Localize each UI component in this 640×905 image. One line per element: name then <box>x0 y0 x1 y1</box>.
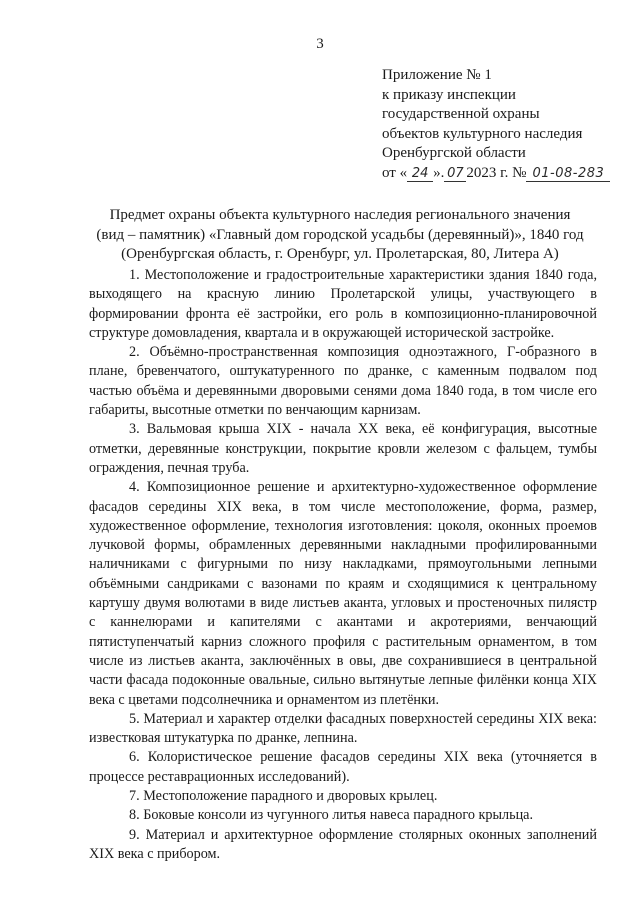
list-item: 6. Колористическое решение фасадов середины XIX века (уточняется в процессе реставрационных исследований). <box>89 749 597 785</box>
appendix-date-line <box>382 164 632 184</box>
list-item: 9. Материал и архитектурное оформление столярных оконных заполнений XIX века с прибором. <box>89 826 597 862</box>
list-item: 8. Боковые консоли из чугунного литья навеса парадного крыльца. <box>129 807 534 824</box>
date-prefix: от « <box>382 164 408 181</box>
document-body <box>89 266 597 864</box>
doc-number-handwritten: 01-08-283 <box>526 167 610 182</box>
list-item: 5. Материал и характер отделки фасадных поверхностей середины XIX века: известковая штукатурка по дранке, лепнина. <box>89 710 597 747</box>
appendix-line-2: к приказу инспекции <box>382 86 516 103</box>
list-item: 2. Объёмно-пространственная композиция одноэтажного, Г-образного в плане, бревенчатого, оштукатуренного по дранке, с каменным подвалом под частью объёма и деревянными дворовыми сенями дома 1840 года, в том числе его габариты, высотные отметки по венчающим карнизам. <box>89 344 597 419</box>
appendix-block <box>382 66 632 183</box>
list-item: 7. Местоположение парадного и дворовых крылец. <box>129 788 438 805</box>
date-month-handwritten: 07 <box>444 167 466 182</box>
title-line-3: (Оренбургская область, г. Оренбург, ул. Пролетарская, 80, Литера А) <box>121 246 559 263</box>
date-day-handwritten: 24 <box>407 167 433 182</box>
list-item: 3. Вальмовая крыша XIX - начала XX века, её конфигурация, высотные отметки, деревянные конструкции, покрытие кровли железом с фальцем, тумбы ограждения, печная труба. <box>89 421 597 476</box>
appendix-line-3: государственной охраны <box>382 106 540 122</box>
date-year: 2023 г. № <box>466 164 527 181</box>
appendix-line-1: Приложение № 1 <box>382 67 492 83</box>
appendix-line-5: Оренбургской области <box>382 145 526 161</box>
list-item: 4. Композиционное решение и архитектурно-художественное оформление фасадов середины XIX века, в том числе местоположение, форма, размер, художественное оформление, технология изготовления: цоколя, оконных проемов лучковой формы, обрамленных деревянными накладными профилированными наличниками с фигурными по низу накладками, прямоугольными лепными объёмными сандриками с вазонами по краям и сходящимися к центральному картушу двумя волютами в виде листьев аканта, угловых и простеночных пилястр с каннелюрами и капителями с акантами и акротериями, венчающий пятиступенчатый карниз сложного профиля с растительным орнаментом, в том числе из листьев аканта, заключённых в овы, две сохранившиеся в центральной части фасада подоконные овальные, сильно вытянутые лепные филёнки конца XIX века с цветами подсолнечника и орнаментом из плетёнки. <box>89 479 597 708</box>
title-line-1: Предмет охраны объекта культурного наследия регионального значения <box>109 207 571 223</box>
document-title <box>80 206 600 265</box>
list-item: 1. Местоположение и градостроительные характеристики здания 1840 года, выходящего на красную линию Пролетарской улицы, участвующего в формировании фронта её застройки, его роль в композиционно-планировочной структуре домовладения, квартала и в окружающей исторической застройке. <box>89 267 597 341</box>
appendix-line-4: объектов культурного наследия <box>382 125 583 142</box>
title-line-2: (вид – памятник) «Главный дом городской усадьбы (деревянный)», 1840 год <box>96 226 584 243</box>
date-mid: ». <box>433 164 445 181</box>
page-number: 3 <box>316 36 324 52</box>
